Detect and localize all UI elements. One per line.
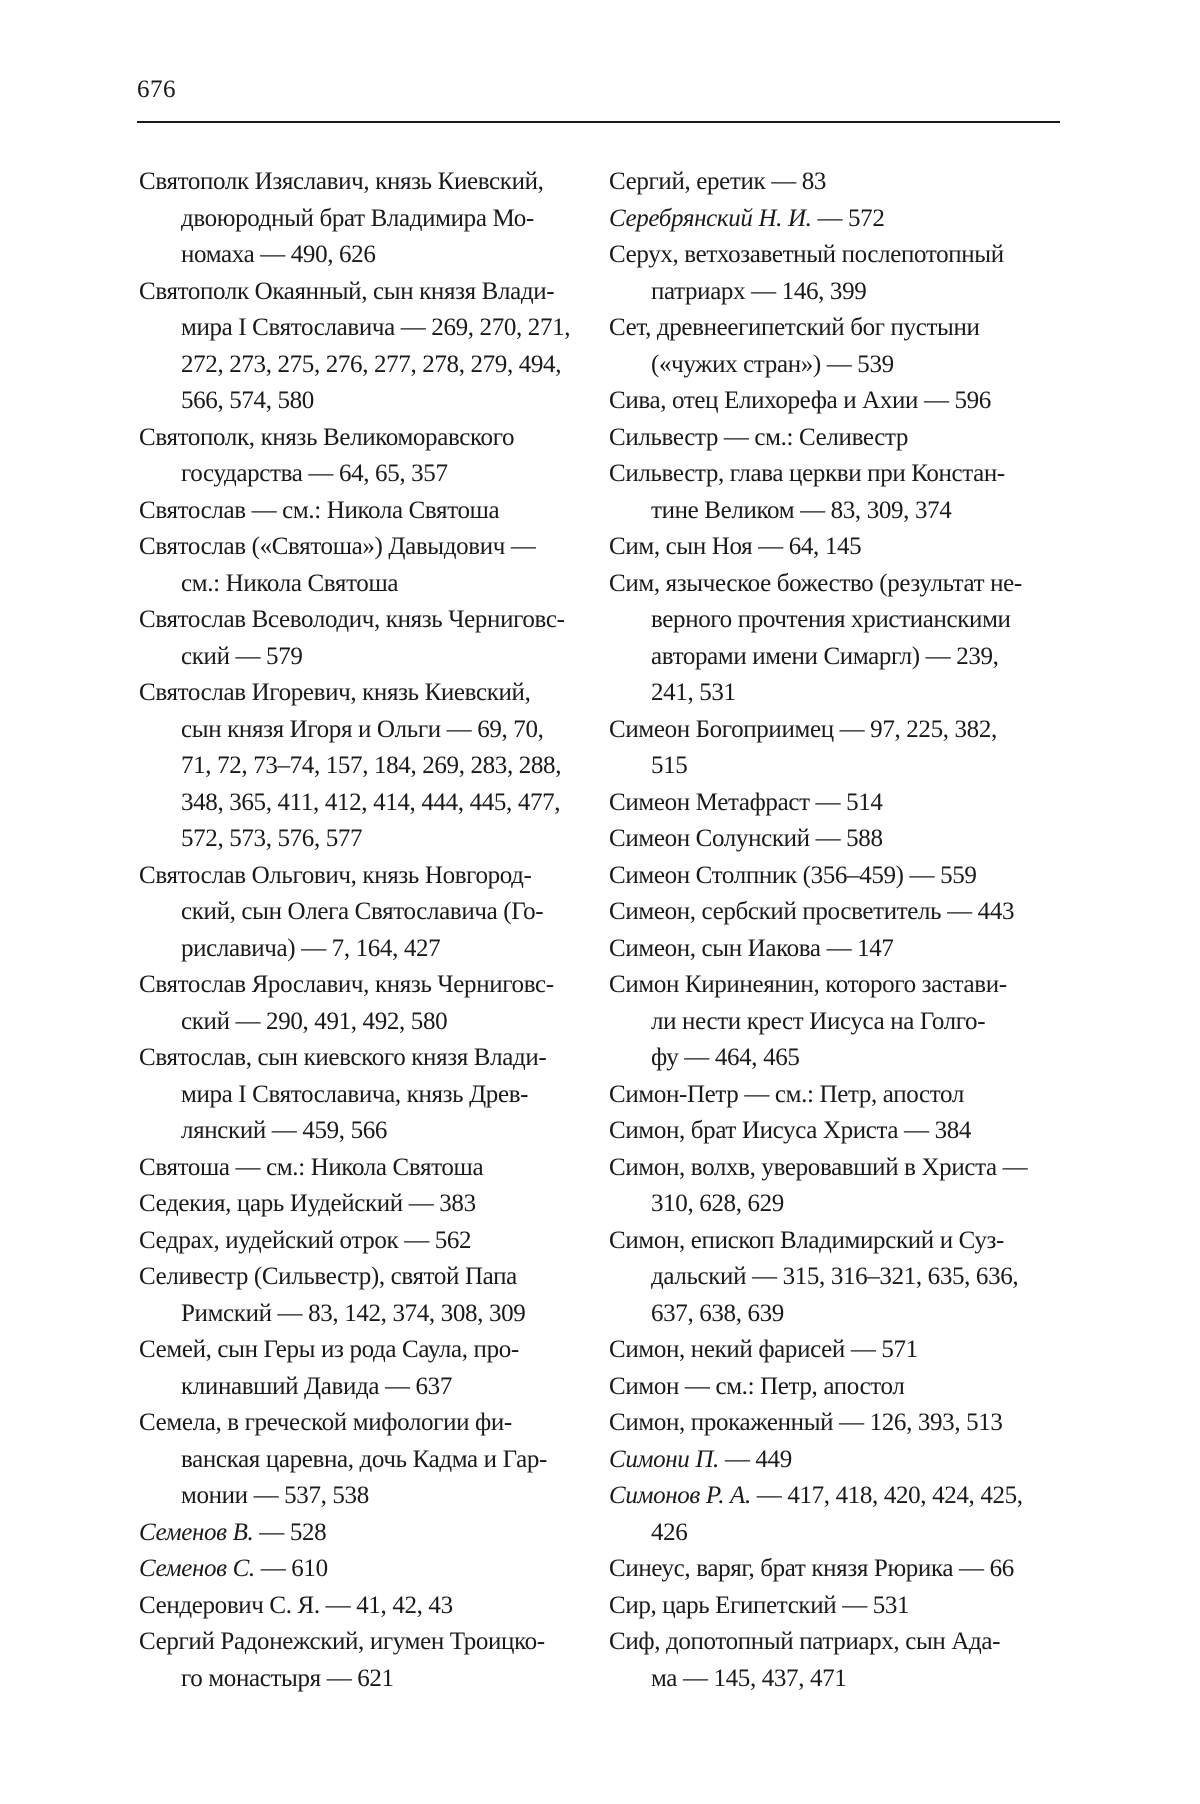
index-entry-text: Симон Киринеянин, которого застави- ли нести крест Иисуса на Голго- фу — 464, 465 (609, 971, 1007, 1071)
index-entry-author: Серебрянский Н. И. (609, 204, 812, 232)
index-entry-text: — 449 (718, 1445, 792, 1473)
index-entry-text: Симон, волхв, уверовавший в Христа — 310, 628, 629 (609, 1153, 1028, 1217)
index-entry (609, 967, 1063, 1077)
index-entry (139, 1515, 587, 1552)
index-entry (609, 420, 1063, 457)
index-entry (609, 1442, 1063, 1479)
index-entry (139, 493, 587, 530)
index-entry-text: Симон, епископ Владимирский и Суз- дальский — 315, 316–321, 635, 636, 637, 638, 639 (609, 1226, 1019, 1327)
index-entry (609, 894, 1063, 931)
index-entry (609, 858, 1063, 895)
index-entry-text: Симеон Солунский — 588 (609, 825, 883, 852)
index-entry (139, 1186, 587, 1223)
index-entry-text: Святослав Игоревич, князь Киевский, сын князя Игоря и Ольги — 69, 70, 71, 72, 73–74, 157, 184, 269, 283, 288, 348, 365, 411, 412, 414, 444, 445, 477, 572, 573, 576, 577 (139, 679, 562, 852)
index-entry (609, 383, 1063, 420)
index-column-left (139, 164, 587, 1697)
index-entry (139, 602, 587, 675)
index-entry-text: Семела, в греческой мифологии фи- ванская царевна, дочь Кадма и Гар- монии — 537, 538 (139, 1409, 547, 1509)
index-entry (139, 1588, 587, 1625)
index-entry (139, 420, 587, 493)
index-entry-text: Симон-Петр — см.: Петр, апостол (609, 1080, 964, 1108)
index-entry-text: Святоша — см.: Никола Святоша (139, 1153, 484, 1181)
index-entry (609, 785, 1063, 822)
index-entry-text: Симеон Столпник (356–459) — 559 (609, 861, 977, 889)
index-entry-text: Сим, сын Ноя — 64, 145 (609, 533, 862, 560)
header-rule (137, 121, 1060, 123)
index-entry-text: Сим, языческое божество (результат не- верного прочтения христианскими авторами имени Симаргл) — 239, 241, 531 (609, 569, 1022, 706)
index-entry-text: Симеон Метафраст — 514 (609, 788, 883, 816)
index-entry (609, 566, 1063, 712)
index-entry-text: Сива, отец Елихорефа и Ахии — 596 (609, 387, 991, 414)
index-entry-text: Святополк Окаянный, сын князя Влади- мира I Святославича — 269, 270, 271, 272, 273, 275, 276, 277, 278, 279, 494, 566, 574, 580 (139, 277, 571, 414)
index-entry-text: Сильвестр, глава церкви при Констан- тине Великом — 83, 309, 374 (609, 460, 1005, 524)
page-number: 676 (137, 76, 176, 103)
index-entry (609, 1150, 1063, 1223)
index-entry (609, 1478, 1063, 1551)
index-entry-text: Симон — см.: Петр, апостол (609, 1372, 905, 1400)
index-entry (139, 1223, 587, 1260)
index-entry-text: Симеон, сын Иакова — 147 (609, 934, 894, 962)
index-entry-text: Святослав Ольгович, князь Новгород- ский, сын Олега Святославича (Го- риславича) — 7, 164, 427 (139, 861, 544, 962)
index-entry (609, 164, 1063, 201)
index-entry (139, 1551, 587, 1588)
index-entry-text: Святополк, князь Великоморавского государства — 64, 65, 357 (139, 423, 515, 487)
index-entry (609, 712, 1063, 785)
index-entry (139, 1150, 587, 1187)
index-entry (609, 1624, 1063, 1697)
index-entry (139, 1040, 587, 1150)
index-entry (139, 1259, 587, 1332)
index-entry (139, 967, 587, 1040)
index-entry-text: Святослав Ярославич, князь Черниговс- ский — 290, 491, 492, 580 (139, 971, 554, 1035)
index-entry-text: Симон, прокаженный — 126, 393, 513 (609, 1409, 1003, 1436)
index-entry (609, 1332, 1063, 1369)
index-entry-text: — 610 (254, 1555, 328, 1582)
index-entry-text: Симон, некий фарисей — 571 (609, 1336, 918, 1363)
index-entry (139, 164, 587, 274)
index-entry (139, 858, 587, 968)
index-entry-text: Сильвестр — см.: Селивестр (609, 423, 909, 451)
index-entry-text: Седекия, царь Иудейский — 383 (139, 1190, 476, 1217)
index-entry-author: Семенов С. (139, 1555, 255, 1582)
index-entry (609, 1405, 1063, 1442)
index-entry (609, 310, 1063, 383)
index-entry-text: Святослав, сын киевского князя Влади- мира I Святославича, князь Древ- лянский — 459, 566 (139, 1044, 547, 1144)
index-entry (609, 821, 1063, 858)
index-entry-text: Сергий Радонежский, игумен Троицко- го монастыря — 621 (139, 1628, 545, 1692)
index-entry (609, 237, 1063, 310)
index-entry (139, 1332, 587, 1405)
index-entry-text: Синеус, варяг, брат князя Рюрика — 66 (609, 1555, 1014, 1582)
index-entry (609, 1077, 1063, 1114)
index-entry-text: Святослав («Святоша») Давыдович — см.: Никола Святоша (139, 533, 536, 597)
index-entry-text: Сир, царь Египетский — 531 (609, 1591, 910, 1619)
index-entry-text: Сиф, допотопный патриарх, сын Ада- ма — 145, 437, 471 (609, 1628, 1001, 1692)
index-entry-text: Святополк Изяславич, князь Киевский, двоюродный брат Владимира Мо- номаха — 490, 626 (139, 168, 544, 268)
index-entry-text: Святослав Всеволодич, князь Черниговс- ский — 579 (139, 606, 565, 670)
index-entry-text: Святослав — см.: Никола Святоша (139, 496, 500, 524)
index-entry (609, 529, 1063, 566)
index-entry (139, 1624, 587, 1697)
index-entry (609, 1369, 1063, 1406)
index-entry (139, 1405, 587, 1515)
index-entry-text: Симеон, сербский просветитель — 443 (609, 898, 1015, 925)
index-column-right (609, 164, 1063, 1697)
index-entry-text: — 528 (253, 1518, 327, 1546)
index-entry (609, 1551, 1063, 1588)
index-entry (139, 675, 587, 858)
index-entry (609, 1223, 1063, 1333)
index-entry-text: — 572 (811, 204, 885, 232)
index-entry-author: Симонов Р. А. (609, 1482, 751, 1509)
index-entry (609, 201, 1063, 238)
index-entry-text: Седрах, иудейский отрок — 562 (139, 1226, 472, 1254)
index-entry-text: Серух, ветхозаветный послепотопный патриарх — 146, 399 (609, 241, 1004, 305)
index-entry-author: Семенов В. (139, 1518, 254, 1546)
index-entry-text: — 417, 418, 420, 424, 425, 426 (651, 1482, 1023, 1546)
index-entry-text: Симеон Богоприимец — 97, 225, 382, 515 (609, 715, 997, 779)
index-entry (139, 529, 587, 602)
index-entry-text: Симон, брат Иисуса Христа — 384 (609, 1117, 972, 1144)
index-entry-text: Сет, древнеегипетский бог пустыни («чужих стран») — 539 (609, 314, 980, 378)
index-entry-text: Селивестр (Сильвестр), святой Папа Римский — 83, 142, 374, 308, 309 (139, 1263, 526, 1327)
index-entry-author: Симони П. (609, 1445, 719, 1473)
index-entry (609, 456, 1063, 529)
index-entry (609, 1113, 1063, 1150)
index-entry-text: Сергий, еретик — 83 (609, 168, 827, 195)
index-entry-text: Сендерович С. Я. — 41, 42, 43 (139, 1591, 453, 1619)
index-entry (609, 931, 1063, 968)
index-entry-text: Семей, сын Геры из рода Саула, про- клинавший Давида — 637 (139, 1336, 519, 1400)
index-entry (609, 1588, 1063, 1625)
index-entry (139, 274, 587, 420)
